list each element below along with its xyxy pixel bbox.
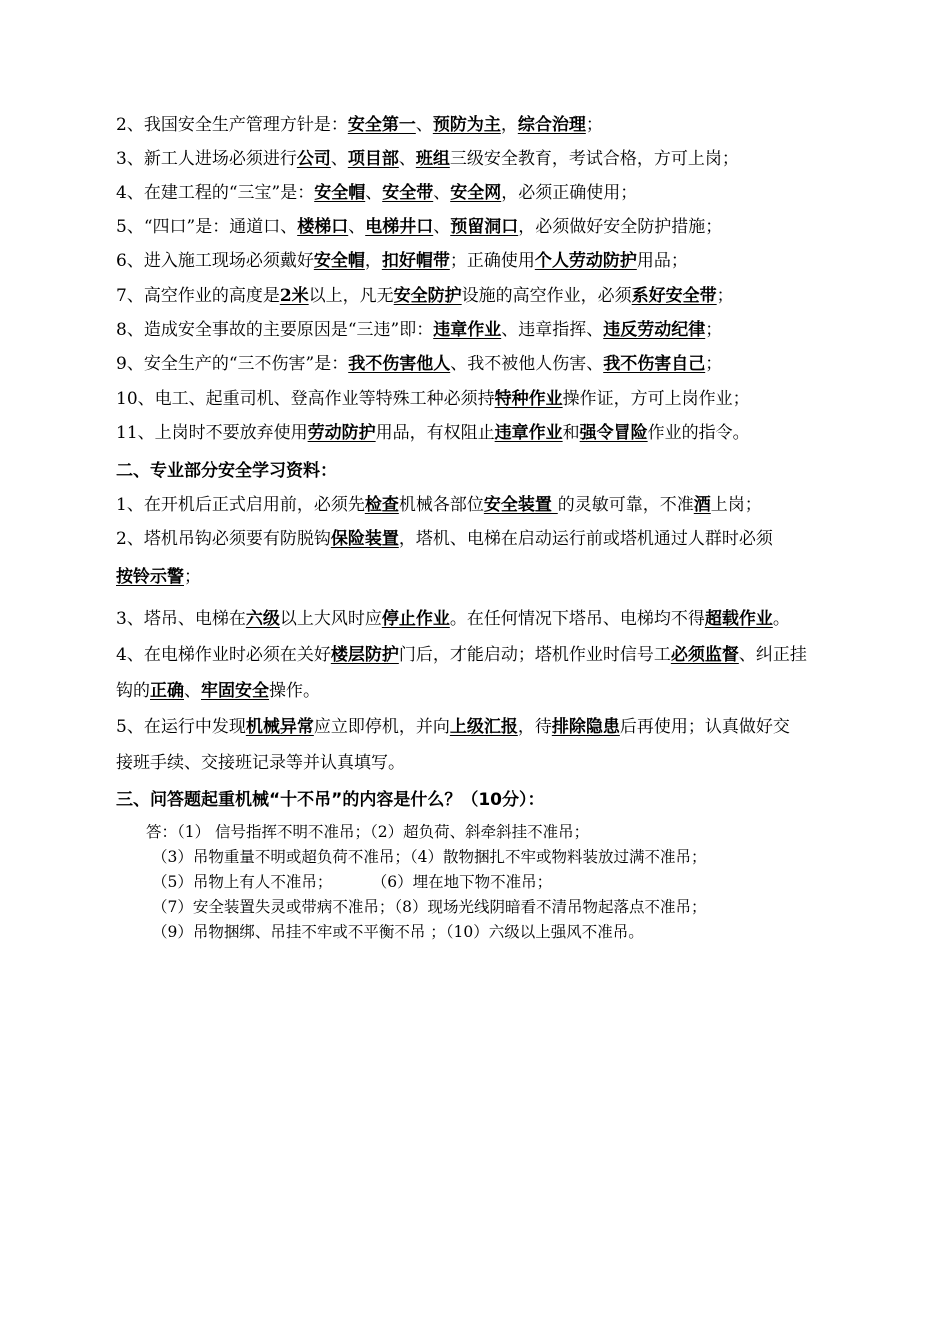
basic-item: 3、新工人进场必须进行公司、项目部、班组三级安全教育，考试合格，方可上岗； xyxy=(116,149,739,169)
underlined-keyword: 安全防护 xyxy=(393,286,462,306)
underlined-keyword: 安全装置 xyxy=(483,495,558,515)
underlined-keyword: 安全帽 xyxy=(314,183,366,203)
underlined-keyword: 六级 xyxy=(245,609,280,629)
basic-item: 6、进入施工现场必须戴好安全帽，扣好帽带；正确使用个人劳动防护用品； xyxy=(116,251,688,271)
professional-item: 3、塔吊、电梯在六级以上大风时应停止作业。在任何情况下塔吊、电梯均不得超载作业。 xyxy=(116,609,790,629)
underlined-keyword: 安全网 xyxy=(450,183,502,203)
underlined-keyword: 预防为主 xyxy=(432,115,501,135)
basic-item: 4、在建工程的“三宝”是：安全帽、安全带、安全网，必须正确使用； xyxy=(116,183,638,203)
underlined-keyword: 超载作业 xyxy=(704,609,773,629)
underlined-keyword: 班组 xyxy=(415,149,450,169)
underlined-keyword: 楼梯口 xyxy=(297,217,349,237)
underlined-keyword: 违章作业 xyxy=(494,423,563,443)
answer-line: （7）安全装置失灵或带病不准吊；（8）现场光线阴暗看不清吊物起落点不准吊； xyxy=(152,898,707,916)
underlined-keyword: 电梯井口 xyxy=(365,217,434,237)
underlined-keyword: 排除隐患 xyxy=(551,717,620,737)
underlined-keyword: 扣好 xyxy=(381,251,416,271)
underlined-keyword: 安全第一 xyxy=(347,115,416,135)
underlined-keyword: 2米 xyxy=(279,286,309,306)
professional-item: 钩的正确、牢固安全操作。 xyxy=(116,681,320,701)
underlined-keyword: 按铃示警 xyxy=(116,567,184,587)
section3-heading: 三、问答题起重机械“十不吊”的内容是什么？（10分）： xyxy=(116,790,545,810)
underlined-keyword: 正确 xyxy=(150,681,184,701)
professional-item: 4、在电梯作业时必须在关好楼层防护门后，才能启动；塔机作业时信号工必须监督、纠正挂 xyxy=(116,645,807,665)
underlined-keyword: 机械异常 xyxy=(245,717,314,737)
basic-item: 5、“四口”是：通道口、楼梯口、电梯井口、预留洞口，必须做好安全防护措施； xyxy=(116,217,723,237)
answer-line: （3）吊物重量不明或超负荷不准吊；（4）散物捆扎不牢或物料装放过满不准吊； xyxy=(152,848,707,866)
answer-line: 答：（1） 信号指挥不明不准吊；（2）超负荷、斜牵斜挂不准吊； xyxy=(146,823,590,841)
professional-item: 按铃示警； xyxy=(116,567,201,587)
underlined-keyword: 保险装置 xyxy=(330,529,399,549)
basic-item: 10、电工、起重司机、登高作业等特殊工种必须持特种作业操作证，方可上岗作业； xyxy=(116,389,750,409)
underlined-keyword: 综合治理 xyxy=(517,115,586,135)
answer-line: （5）吊物上有人不准吊； （6）埋在地下物不准吊； xyxy=(152,873,553,891)
section2-heading: 二、专业部分安全学习资料： xyxy=(116,461,337,481)
underlined-keyword: 系好安全带 xyxy=(631,286,717,306)
basic-item: 8、造成安全事故的主要原因是“三违”即：违章作业、违章指挥、违反劳动纪律； xyxy=(116,320,723,340)
underlined-keyword: 必须监督 xyxy=(670,645,739,665)
underlined-keyword: 预留洞口 xyxy=(450,217,519,237)
basic-item: 11、上岗时不要放弃使用劳动防护用品，有权阻止违章作业和强令冒险作业的指令。 xyxy=(116,423,750,443)
underlined-keyword: 劳动防护 xyxy=(307,423,376,443)
underlined-keyword: 酒 xyxy=(693,495,711,515)
underlined-keyword: 停止作业 xyxy=(381,609,450,629)
underlined-keyword: 安全带 xyxy=(382,183,434,203)
underlined-keyword: 楼层防护 xyxy=(330,645,399,665)
underlined-keyword: 检查 xyxy=(364,495,399,515)
professional-item: 5、在运行中发现机械异常应立即停机，并向上级汇报，待排除隐患后再使用；认真做好交 xyxy=(116,717,790,737)
underlined-keyword: 违反劳动纪律 xyxy=(603,320,706,340)
underlined-keyword: 个人劳动防护 xyxy=(534,251,637,271)
basic-item: 2、我国安全生产管理方针是：安全第一、预防为主，综合治理； xyxy=(116,115,603,135)
underlined-keyword: 强令冒险 xyxy=(579,423,648,443)
professional-item: 2、塔机吊钩必须要有防脱钩保险装置，塔机、电梯在启动运行前或塔机通过人群时必须 xyxy=(116,529,773,549)
professional-item: 接班手续、交接班记录等并认真填写。 xyxy=(116,753,405,773)
underlined-keyword: 牢固安全 xyxy=(201,681,269,701)
underlined-keyword: 违章作业 xyxy=(433,320,502,340)
underlined-keyword: 安全帽 xyxy=(313,251,365,271)
basic-item: 9、安全生产的“三不伤害”是：我不伤害他人、我不被他人伤害、我不伤害自己； xyxy=(116,354,723,374)
underlined-keyword: 我不伤害自己 xyxy=(603,354,706,374)
professional-item: 1、在开机后正式启用前，必须先检查机械各部位安全装置 的灵敏可靠，不准酒上岗； xyxy=(116,495,762,515)
underlined-keyword: 项目部 xyxy=(347,149,399,169)
underlined-keyword: 帽带 xyxy=(415,251,450,271)
basic-item: 7、高空作业的高度是2米以上，凡无安全防护设施的高空作业，必须系好安全带； xyxy=(116,286,734,306)
underlined-keyword: 我不伤害他人 xyxy=(348,354,451,374)
underlined-keyword: 公司 xyxy=(296,149,331,169)
underlined-keyword: 上级汇报 xyxy=(449,717,518,737)
answer-line: （9）吊物捆绑、吊挂不牢或不平衡不吊 ；（10）六级以上强风不准吊。 xyxy=(152,923,644,941)
underlined-keyword: 特种作业 xyxy=(494,389,563,409)
